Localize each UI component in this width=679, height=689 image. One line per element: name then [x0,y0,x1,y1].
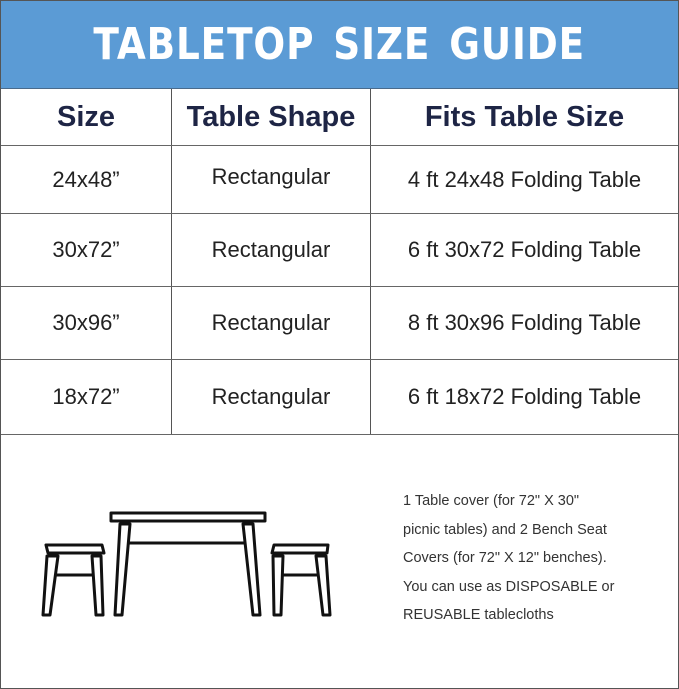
note-line: Covers (for 72" X 12" benches). [403,550,607,566]
note-line: REUSABLE tablecloths [403,607,554,623]
fits-cell: 6 ft 18x72 Folding Table [407,384,642,409]
note-line: You can use as DISPOSABLE or [403,578,615,595]
table-row [1,287,678,360]
header-fits-table-size: Fits Table Size [424,100,625,133]
size-cell: 24x48” [1,146,172,213]
page-title: TABLETOP SIZE GUIDE [93,19,586,70]
shape-cell: Rectangular [172,146,371,213]
size-cell: 30x96” [1,287,172,359]
note-line: picnic tables) and 2 Bench Seat [403,521,607,538]
fits-cell: 4 ft 24x48 Folding Table [407,166,642,192]
note-line: 1 Table cover (for 72" X 30" [403,493,580,509]
table-row [1,146,678,214]
table-header-row [1,89,678,146]
shape-cell: Rectangular [172,214,371,286]
table-row [1,214,678,287]
shape-cell: Rectangular [172,287,371,359]
title-banner [1,1,678,89]
header-size: Size [1,89,172,145]
picnic-table-with-benches-icon [30,500,350,630]
size-cell: 18x72” [1,360,172,434]
shape-cell: Rectangular [172,360,371,434]
fits-cell: 8 ft 30x96 Folding Table [407,310,642,335]
table-row [1,360,678,435]
product-note [403,487,673,630]
size-cell: 30x72” [1,214,172,286]
fits-cell: 6 ft 30x72 Folding Table [407,237,642,262]
header-table-shape: Table Shape [172,89,371,145]
